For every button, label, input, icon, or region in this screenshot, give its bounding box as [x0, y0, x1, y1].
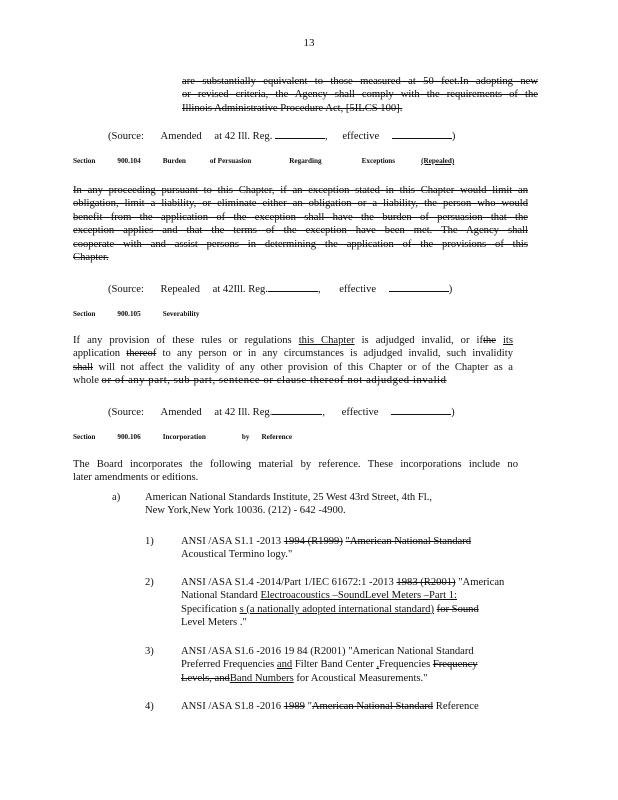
text-line: cooperate with and assist persons in determining the application of the provisions of this: [73, 238, 528, 250]
text-line: [181, 576, 504, 589]
text-line: [181, 535, 471, 548]
deleted-text: shall: [73, 361, 94, 373]
source-verb: Amended: [160, 407, 202, 418]
inserted-text: this Chapter: [298, 335, 355, 346]
list-item-label: 1): [145, 536, 154, 547]
incorporation-paragraph: [73, 458, 518, 485]
text-line: or revised criteria, the Agency shall comply with the requirements of the: [182, 89, 538, 101]
deleted-text: 1983 (R2001): [396, 577, 456, 588]
blank-line: [272, 405, 322, 415]
source-close: ): [451, 131, 456, 142]
text-line: Illinois Administrative Procedure Act, [5ILCS 100].: [182, 102, 403, 114]
section-title-word: Incorporation: [162, 433, 206, 441]
section-label: Section: [73, 157, 96, 165]
source-label: (Source:: [108, 131, 144, 142]
source-at: at 42 Ill. Reg.: [214, 407, 273, 418]
list-item: [181, 645, 478, 685]
text-line: [181, 645, 478, 658]
inserted-text: s (a nationally adopted international standard): [239, 603, 435, 615]
text-run: is adjudged invalid, or if: [361, 335, 483, 346]
text-run: Filter Band Center: [294, 659, 374, 671]
text-line: [181, 700, 479, 713]
text-line: American National Standards Institute, 25 West 43rd Street, 4th Fl.,: [145, 492, 432, 503]
text-line: Level Meters .": [181, 617, 247, 629]
source-verb: Repealed: [160, 284, 200, 295]
text-run: If any provision of these rules or regulations: [73, 335, 292, 346]
source-at: at 42 Ill. Reg.: [214, 131, 273, 142]
text-line: [73, 361, 513, 374]
list-item-label: 4): [145, 701, 154, 712]
section-title-word: Exceptions: [361, 157, 396, 165]
section-label: Section: [73, 310, 96, 318]
text-line: Chapter.: [73, 252, 109, 264]
section-heading: [73, 157, 454, 165]
section-title-word: Regarding: [289, 157, 322, 165]
deleted-text: thereof: [126, 348, 157, 360]
list-item-label: a): [112, 492, 121, 503]
source-effective: effective: [342, 131, 380, 142]
text-run: Frequencies: [379, 659, 431, 671]
inserted-text: ,: [376, 659, 380, 671]
section-title-word: Burden: [162, 157, 186, 165]
text-line: [181, 658, 478, 671]
top-block: [182, 75, 538, 115]
text-line: [181, 672, 478, 685]
text-run: Reference: [435, 701, 479, 712]
blank-line: [275, 129, 325, 139]
section-title-word: Reference: [261, 433, 293, 441]
deleted-text: or of any part, sub part, sentence or clause thereof not adjudged invalid: [101, 375, 447, 387]
page-number: 13: [303, 37, 315, 49]
section-number: 900.104: [117, 157, 141, 165]
section-label: Section: [73, 433, 96, 441]
section-number: 900.105: [117, 310, 141, 318]
blank-line: [392, 129, 452, 139]
severability-paragraph: [73, 334, 513, 388]
deleted-text: the: [482, 335, 496, 346]
text-run: ANSI /ASA S1.4 -2014/Part 1/IEC 61672:1 -2013: [181, 577, 394, 588]
text-line: Acoustical Termino logy.": [181, 549, 293, 561]
text-line: [181, 603, 504, 616]
text-line: [73, 374, 513, 387]
deleted-text: American National Standard: [311, 701, 434, 712]
section-status-tag: (Repealed): [421, 157, 455, 165]
text-run: application: [73, 348, 121, 360]
list-item-label: 3): [145, 646, 154, 657]
list-item: [145, 491, 432, 518]
section-title: Severability: [162, 310, 200, 318]
text-run: ANSI /ASA S1.8 -2016: [181, 701, 282, 712]
text-line: obligation, limit a liability, or eliminate either an obligation or a liability, the person who would: [73, 198, 528, 210]
text-run: Preferred Frequencies: [181, 659, 275, 671]
deleted-text: Levels, and: [181, 672, 230, 684]
list-item: [181, 700, 479, 713]
source-label: (Source:: [108, 407, 144, 418]
text-line: benefit from the application of the exception shall have the burden of persuasion that the: [73, 211, 528, 223]
section-title-word: of Persuasion: [209, 157, 252, 165]
source-label: (Source:: [108, 284, 144, 295]
text-run: ": [307, 701, 312, 712]
deleted-text: Frequency: [432, 659, 478, 671]
source-note: (Source: Amended at 42 Ill. Reg. , effective ): [108, 131, 456, 142]
text-run: Specification: [181, 603, 237, 615]
text-line: The Board incorporates the following material by reference. These incorporations include no: [73, 459, 518, 470]
text-line: are substantially equivalent to those measured at 50 feet.In adopting new: [182, 76, 538, 87]
text-run: will not affect the validity of any other provision of this Chapter or of the Chapter as a: [98, 361, 513, 373]
section-number: 900.106: [117, 433, 141, 441]
deleted-text: "American National Standard: [345, 536, 472, 547]
source-close: ): [451, 407, 455, 418]
deleted-text: for Sound: [436, 603, 479, 615]
deleted-text: 1994 (R1999): [283, 536, 343, 547]
blank-line: [268, 282, 318, 292]
list-item: [181, 576, 504, 630]
text-run: to any person or in any circumstances is adjudged invalid, such invalidity: [162, 348, 513, 360]
text-line: [73, 347, 513, 360]
source-note: (Source: Repealed at 42Ill. Reg. , effective ): [108, 284, 453, 295]
deleted-text: 1989: [283, 701, 305, 712]
source-effective: effective: [339, 284, 377, 295]
blank-line: [389, 282, 449, 292]
text-run: "American: [458, 577, 505, 588]
section-title-word: by: [241, 433, 250, 441]
list-item: [181, 535, 471, 562]
source-at: at 42Ill. Reg.: [212, 284, 268, 295]
burden-paragraph: [73, 184, 528, 264]
section-heading: [73, 433, 292, 441]
inserted-text: its: [502, 335, 513, 346]
text-run: ANSI /ASA S1.1 -2013: [181, 536, 282, 547]
text-run: National Standard: [181, 590, 258, 602]
inserted-text: Band Numbers: [229, 672, 294, 684]
text-line: [73, 334, 513, 347]
text-run: 19 84 (R2001): [283, 646, 346, 657]
text-line: exception applies and that the terms of the exception have been met. The Agency shall: [73, 225, 528, 237]
inserted-text: Electroacoustics –SoundLevel Meters –Part 1:: [260, 590, 457, 602]
text-run: for Acoustical Measurements.": [296, 672, 428, 684]
source-effective: effective: [341, 407, 379, 418]
source-close: ): [448, 284, 453, 295]
text-run: ANSI /ASA S1.6 -2016: [181, 646, 282, 657]
text-run: whole: [73, 375, 99, 387]
list-item-label: 2): [145, 577, 154, 588]
source-note: (Source: Amended at 42 Ill. Reg. , effective ): [108, 407, 455, 418]
section-heading: [73, 310, 199, 318]
blank-line: [391, 405, 451, 415]
text-line: later amendments or editions.: [73, 472, 199, 484]
text-line: New York,New York 10036. (212) - 642 -4900.: [145, 505, 346, 517]
text-line: In any proceeding pursuant to this Chapter, if an exception stated in this Chapter would limit an: [73, 185, 528, 196]
inserted-text: and: [276, 659, 293, 671]
text-line: [181, 589, 504, 602]
source-verb: Amended: [160, 131, 202, 142]
text-run: "American National Standard: [348, 646, 474, 657]
